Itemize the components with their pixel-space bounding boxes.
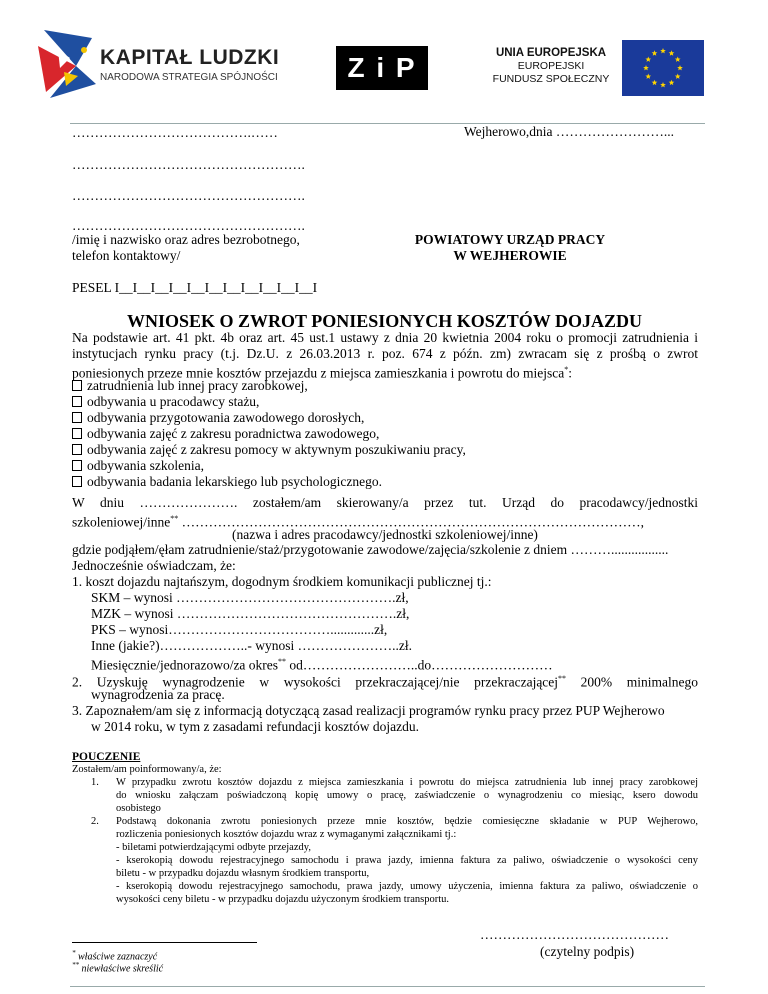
referral-line: W dniu …………………. zostałem/am skierowany/a przez tut. Urząd do pracodawcy/jednostki — [72, 495, 698, 510]
employer-caption: (nazwa i adres pracodawcy/jednostki szkoleniowej/inne) — [232, 527, 538, 542]
intro-line-1: Na podstawie art. 41 pkt. 4b oraz art. 45 ust.1 ustawy z dnia 20 kwietnia 2004 roku o promocji zatrudnienia i — [72, 330, 698, 345]
option-label: odbywania zajęć z zakresu pomocy w aktywnym poszukiwaniu pracy, — [87, 442, 466, 457]
recipient — [395, 232, 625, 264]
instruction-1-line-1: W przypadku zwrotu kosztów dojazdu z miejsca zamieszkania i powrotu do miejsca zatrudnienia lub innej pracy zarobkowej — [116, 777, 698, 788]
intro-line-2: instytucjach rynku pracy (t.j. Dz.U. z 26.03.2013 r. poz. 674 z późn. zm) zwracam się z prośbą o zwrot — [72, 346, 698, 361]
intro-footnote-mark: * — [564, 365, 569, 374]
option-label: odbywania szkolenia, — [87, 458, 204, 473]
zip-logo-text: Z i P — [347, 52, 417, 83]
footnote-1-mark: * — [72, 949, 76, 957]
eu-line3: FUNDUSZ SPOŁECZNY — [492, 73, 610, 85]
period-label: Miesięcznie/jednorazowo/za okres — [91, 657, 279, 673]
point-3-cont: w 2014 roku, w tym z zasadami refundacji kosztów dojazdu. — [91, 719, 420, 734]
option-label: odbywania przygotowania zawodowego dorosłych, — [87, 410, 365, 425]
point-2-footnote-mark: ** — [558, 674, 567, 683]
instruction-2-line-4: - kserokopią dowodu rejestracyjnego samochodu i prawa jazdy, imienna faktura za paliwo, oświadczenie o wysokości ceny — [116, 855, 698, 866]
checkbox-icon[interactable] — [72, 412, 82, 423]
zip-logo — [336, 46, 428, 90]
checkbox-icon[interactable] — [72, 476, 82, 487]
checkbox-icon[interactable] — [72, 396, 82, 407]
place-date: Wejherowo,dnia ……………………... — [464, 124, 675, 139]
option-training[interactable] — [72, 458, 204, 474]
intro-line-3-text: poniesionych przeze mnie kosztów przejazdu z miejsca zamieszkania i powrotu do miejsca — [72, 365, 565, 381]
instruction-2-line-1: Podstawą dokonania zwrotu poniesionych przeze mnie kosztów, będzie comiesięczne składanie w PUP Wejherowo, — [116, 816, 698, 827]
instructions-title: POUCZENIE — [72, 751, 141, 763]
kapital-ludzki-logo — [36, 28, 286, 100]
kl-title: KAPITAŁ LUDZKI — [100, 46, 280, 69]
signature-label: (czytelny podpis) — [540, 944, 635, 959]
form-title: WNIOSEK O ZWROT PONIESIONYCH KOSZTÓW DOJAZDU — [127, 311, 642, 331]
checkbox-icon[interactable] — [72, 444, 82, 455]
eu-line2: EUROPEJSKI — [517, 60, 585, 72]
sender-caption-1: /imię i nazwisko oraz adres bezrobotnego, — [72, 232, 300, 247]
option-label: odbywania zajęć z zakresu poradnictwa zawodowego, — [87, 426, 380, 441]
option-job-search-help[interactable] — [72, 442, 466, 458]
instruction-1-number: 1. — [91, 777, 99, 788]
sender-line-4: ……………………………………………. — [72, 218, 305, 233]
instruction-2-line-2: rozliczenia poniesionych kosztów dojazdu wraz z wymaganymi załącznikami tj.: — [116, 829, 457, 840]
option-vocational-training[interactable] — [72, 410, 364, 426]
footnote-2-mark: ** — [72, 961, 79, 969]
sender-caption-2: telefon kontaktowy/ — [72, 248, 181, 263]
recipient-line-2: W WEJHEROWIE — [453, 248, 567, 263]
pesel: PESEL I__I__I__I__I__I__I__I__I__I__I__I — [72, 280, 318, 295]
footnote-2 — [72, 959, 163, 975]
employer-label: szkoleniowej/inne — [72, 514, 171, 530]
footnote-1-text: właściwe zaznaczyć — [75, 951, 158, 963]
instruction-2-line-5: biletu - w przypadku dojazdu własnym środkiem transportu, — [116, 868, 370, 879]
instruction-2-line-6: - kserokopią dowodu rejestracyjnego samochodu, prawa jazdy, umowy użyczenia, imienna faktura za paliwo, oświadczenie o — [116, 881, 698, 892]
sender-line-3: ……………………………………………. — [72, 188, 305, 203]
kl-subtitle: NARODOWA STRATEGIA SPÓJNOŚCI — [100, 72, 278, 83]
option-employment[interactable] — [72, 378, 308, 394]
cost-pks: PKS – wynosi……………………………….............zł, — [91, 622, 388, 637]
start-date-line: gdzie podjąłem/ęłam zatrudnienie/staż/przygotowanie zawodowe/zajęcia/szkolenie z dniem ………................. — [72, 542, 669, 557]
checkbox-icon[interactable] — [72, 380, 82, 391]
sender-line-1: ………………………………….…… — [72, 125, 278, 140]
point-2-text: 2. Uzyskuję wynagrodzenie w wysokości przekraczającej/nie przekraczającej — [72, 674, 559, 690]
option-label: odbywania u pracodawcy stażu, — [87, 394, 260, 409]
eu-text — [486, 46, 616, 86]
eu-flag — [622, 40, 704, 96]
period-dots: od……………………..do……………………… — [286, 657, 553, 673]
footnote-divider — [72, 942, 257, 943]
instruction-1-line-3: osobistego — [116, 803, 161, 814]
employer-dots: …………………………………………………………………………………………, — [178, 514, 644, 530]
footnote-2-text: niewłaściwe skreślić — [79, 963, 164, 975]
period-footnote-mark: ** — [278, 657, 287, 666]
eu-line1: UNIA EUROPEJSKA — [495, 47, 607, 59]
point-3: 3. Zapoznałem/am się z informacją dotyczącą zasad realizacji programów rynku pracy przez PUP Wejherowo — [72, 703, 665, 718]
instruction-2-line-7: wysokości ceny biletu - w przypadku dojazdu użyczonym środkiem transportu. — [116, 894, 450, 905]
option-medical-exam[interactable] — [72, 474, 382, 490]
sender-line-2: ……………………………………………. — [72, 157, 305, 172]
option-label: odbywania badania lekarskiego lub psychologicznego. — [87, 474, 383, 489]
point-2-cont: wynagrodzenia za pracę. — [91, 687, 225, 702]
cost-mzk: MZK – wynosi ………………………………………….zł, — [91, 606, 410, 621]
employer-footnote-mark: ** — [170, 514, 179, 523]
kapital-ludzki-emblem — [36, 28, 98, 100]
option-career-counseling[interactable] — [72, 426, 379, 442]
instruction-2-line-3: - biletami potwierdzającymi odbyte przejazdy, — [116, 842, 311, 853]
option-internship[interactable] — [72, 394, 259, 410]
recipient-line-1: POWIATOWY URZĄD PRACY — [414, 232, 606, 247]
footer-divider — [70, 986, 705, 987]
point-2-tail: 200% minimalnego — [566, 674, 698, 690]
cost-skm: SKM – wynosi ………………………………………….zł, — [91, 590, 409, 605]
signature-dots: …………………………………… — [480, 927, 669, 942]
instructions-intro: Zostałem/am poinformowany/a, że: — [72, 764, 222, 775]
intro-line-3-colon: : — [568, 365, 572, 381]
instruction-1-line-2: do wniosku załączam poświadczoną kopię umowy o pracę, zaświadczenie o wynagrodzeniu co miesiąc, ksero dowodu — [116, 790, 698, 801]
cost-other: Inne (jakie?)………………..- wynosi …………………..zł. — [91, 638, 412, 653]
instruction-2-number: 2. — [91, 816, 99, 827]
checkbox-icon[interactable] — [72, 428, 82, 439]
point-1: 1. koszt dojazdu najtańszym, dogodnym środkiem komunikacji publicznej tj.: — [72, 574, 492, 589]
checkbox-icon[interactable] — [72, 460, 82, 471]
declaration-intro: Jednocześnie oświadczam, że: — [72, 558, 236, 573]
option-label: zatrudnienia lub innej pracy zarobkowej, — [87, 378, 308, 393]
